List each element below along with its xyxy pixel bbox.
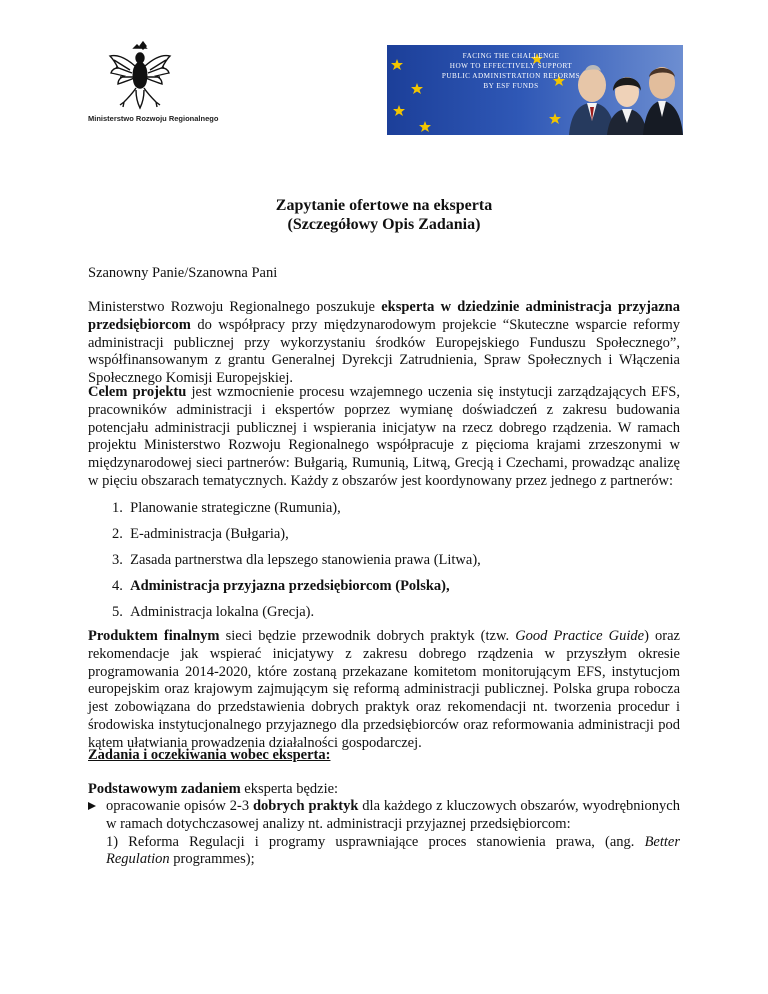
text-run: ) oraz rekomendacje jak wspierać inicjatywy z zakresu dobrego rządzenia w przyszłym okresie programowania 2014-2020, które zostaną przekazane komitetom monitorującym EFS, instytucjom europejskim oraz krajowym zajmującym się reformą administracji publicznej. Polska grupa robocza jest zobowiązana do przedstawienia dobrych praktyk oraz rekomendacji nt. tworzenia procedur i środowiska instytucjonalnego przyjaznego dla przedsiębiorców oraz reformowania administracji pod kątem ułatwiania prowadzenia działalności gospodarczej.	[88, 628, 680, 751]
expert-field-bold: eksperta w dziedzinie administracja przyjazna przedsiębiorcom	[88, 299, 680, 333]
good-practice-guide-italic: Good Practice Guide	[515, 628, 645, 644]
section-heading: Zadania i oczekiwania wobec eksperta:	[88, 747, 331, 763]
list-item	[112, 552, 481, 569]
project-goal-bold: Celem projektu	[88, 384, 187, 400]
task-bullet-item	[88, 798, 680, 869]
text-run: do współpracy przy międzynarodowym projekcie “Skuteczne wsparcie reformy administracji publicznej przy wykorzystaniu środków Europejskiego Funduszu Społecznego”, współfinansowanym z grantu Generalnej Dyrekcji Zatrudnienia, Spraw Społecznych i Włączenia Społecznego Komisji Europejskiej.	[88, 316, 680, 387]
text-run: Ministerstwo Rozwoju Regionalnego poszukuje	[88, 299, 382, 315]
banner-tagline	[441, 51, 581, 91]
title-line-2: (Szczegółowy Opis Zadania)	[287, 216, 481, 233]
list-item-text: E-administracja (Bułgaria),	[130, 526, 289, 542]
polish-eagle-emblem-icon	[108, 40, 172, 110]
intro-paragraph	[88, 299, 680, 388]
list-number: 3.	[112, 552, 123, 568]
final-product-paragraph	[88, 628, 680, 753]
esf-banner	[387, 45, 683, 135]
document-title	[0, 196, 768, 234]
main-task-paragraph	[88, 781, 680, 799]
text-run: jest wzmocnienie procesu wzajemnego uczenia się instytucji zarządzających EFS, pracowników administracji i ekspertów poprzez wymianę doświadczeń z zakresu budowania potencjału administracji publicznej i wspierania inicjatyw na rzecz dobrego rządzenia. W ramach projektu Ministerstwo Rozwoju Regionalnego współpracuje z pięcioma krajami zrzeszonymi w międzynarodowej sieci partnerów: Bułgarią, Rumunią, Litwą, Grecją i Czechami, prowadząc analizę w pięciu obszarach tematycznych. Każdy z obszarów jest koordynowany przez jednego z partnerów:	[88, 384, 680, 489]
list-item	[112, 578, 450, 595]
list-number: 1.	[112, 500, 123, 516]
text-run: sieci będzie przewodnik dobrych praktyk (tzw.	[219, 628, 516, 644]
text-run: dla każdego z kluczowych obszarów, wyodrębnionych w ramach dotychczasowej analizy nt. administracji przyjaznej przedsiębiorcom:	[106, 798, 680, 832]
list-item	[112, 604, 314, 621]
banner-line: HOW TO EFFECTIVELY SUPPORT	[449, 62, 573, 70]
text-run: 1) Reforma Regulacji i programy usprawniające proces stanowienia prawa, (ang.	[106, 833, 645, 850]
list-item	[112, 526, 289, 543]
text-run: opracowanie opisów 2-3	[106, 798, 253, 814]
final-product-bold: Produktem finalnym	[88, 628, 220, 644]
ministry-name-caption: Ministerstwo Rozwoju Regionalnego	[88, 114, 219, 123]
list-number: 2.	[112, 526, 123, 542]
banner-line: FACING THE CHALLENGE	[462, 52, 560, 60]
list-item	[112, 500, 341, 517]
good-practices-bold: dobrych praktyk	[252, 798, 359, 814]
list-number: 4.	[112, 578, 123, 594]
list-item-text: Administracja lokalna (Grecja).	[130, 604, 315, 620]
list-number: 5.	[112, 604, 123, 620]
banner-line: PUBLIC ADMINISTRATION REFORMS	[441, 72, 581, 80]
text-run: eksperta będzie:	[240, 781, 339, 797]
bullet-text	[106, 798, 680, 869]
list-item-text: Planowanie strategiczne (Rumunia),	[130, 500, 341, 516]
list-item-text: Administracja przyjazna przedsiębiorcom (Polska),	[130, 578, 450, 594]
text-run: programmes);	[169, 851, 255, 868]
better-regulation-italic: Better Regulation	[106, 833, 680, 868]
salutation: Szanowny Panie/Szanowna Pani	[88, 265, 278, 281]
title-line-1: Zapytanie ofertowe na eksperta	[275, 197, 493, 214]
list-item-text: Zasada partnerstwa dla lepszego stanowienia prawa (Litwa),	[130, 552, 481, 568]
project-goal-paragraph	[88, 384, 680, 491]
main-task-bold: Podstawowym zadaniem	[88, 781, 241, 797]
banner-line: BY ESF FUNDS	[483, 82, 539, 90]
square-bullet-icon	[88, 802, 96, 810]
